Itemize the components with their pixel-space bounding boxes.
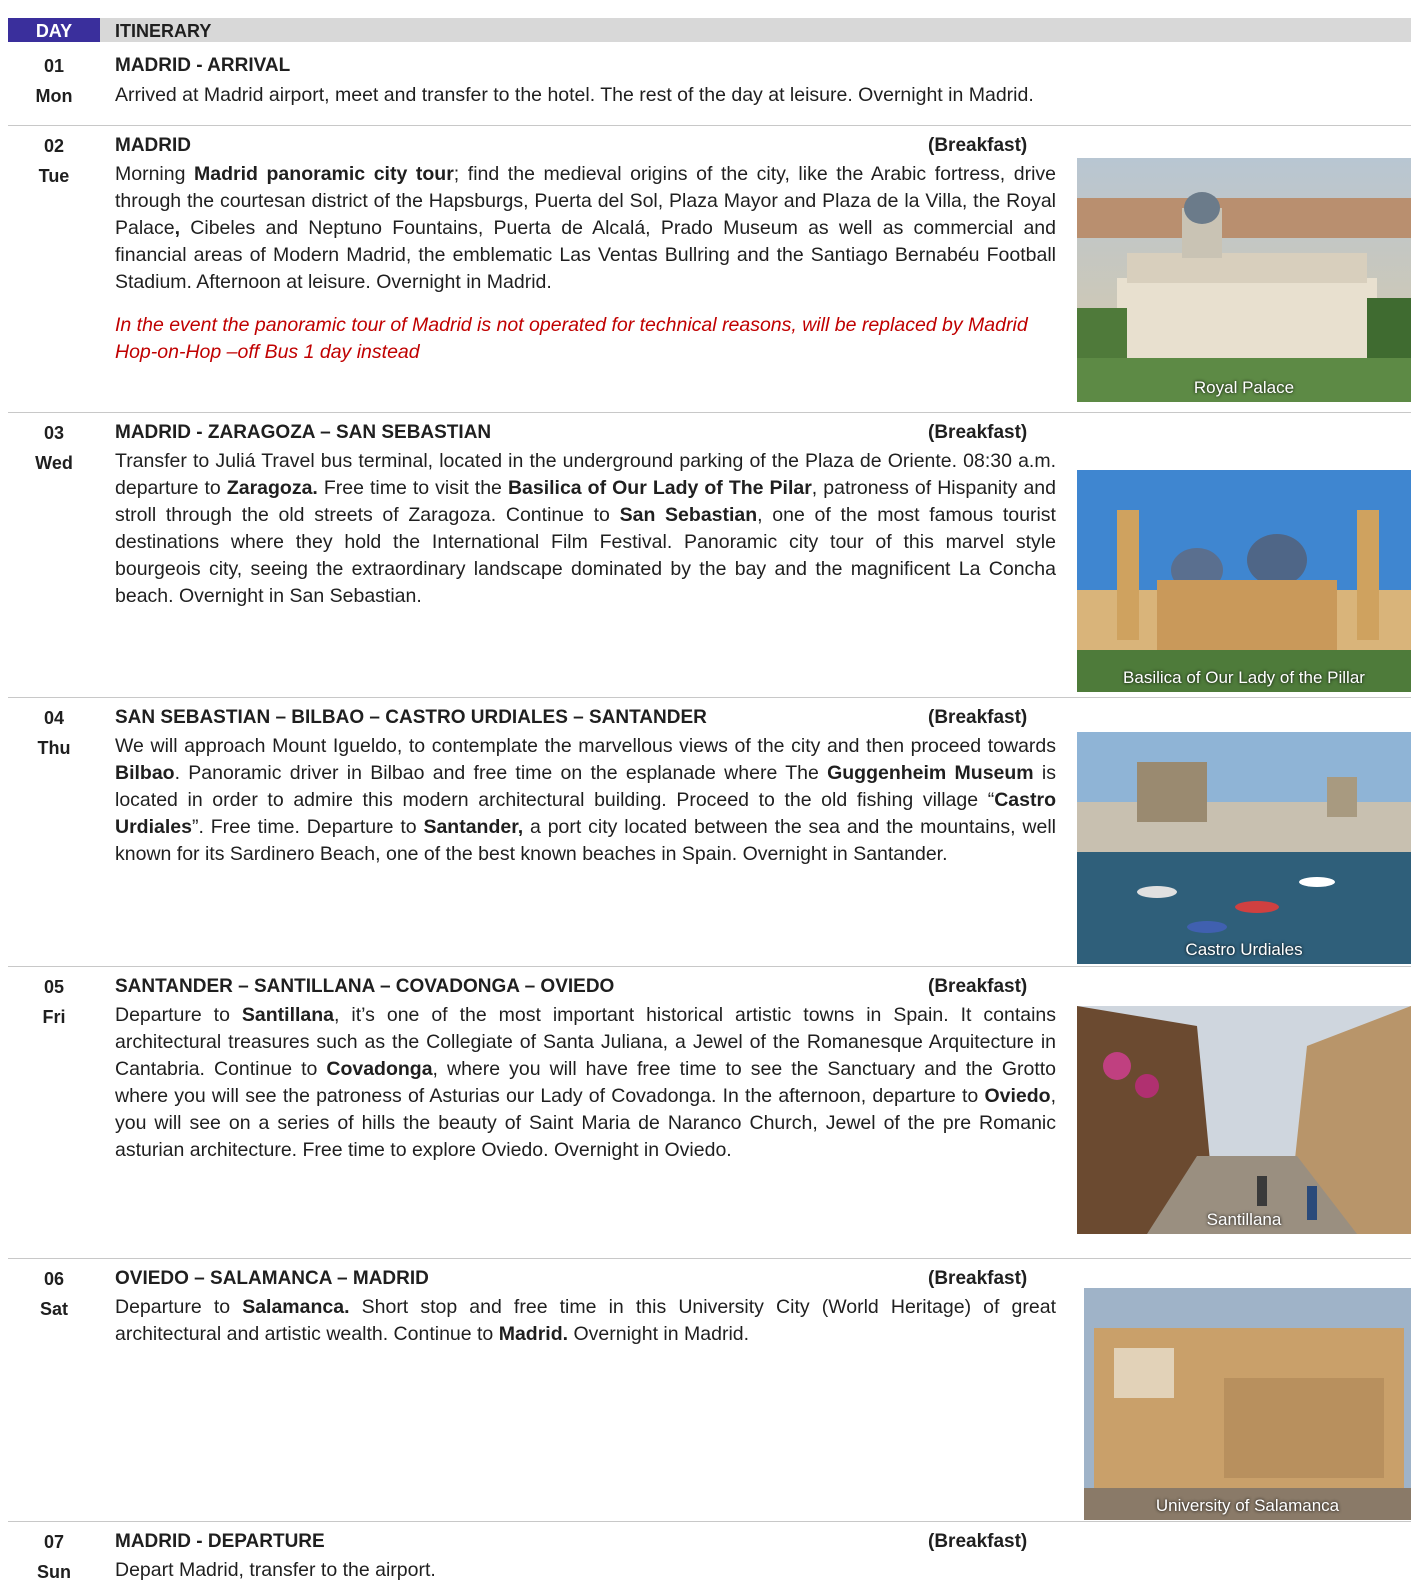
- day-weekday: Mon: [35, 86, 73, 106]
- day-number: 04: [43, 708, 65, 728]
- day-description: Departure to Salamanca. Short stop and free time in this University City (World Heritage) of great architectural and artistic wealth. Continue to Madrid. Overnight in Madrid.: [115, 1296, 1056, 1345]
- section-divider: [8, 125, 1411, 126]
- day-column-header: DAY: [8, 18, 100, 42]
- day-description: Arrived at Madrid airport, meet and transfer to the hotel. The rest of the day at leisure. Overnight in Madrid.: [115, 84, 1034, 106]
- basilica-photo: [1077, 470, 1411, 692]
- section-divider: [8, 966, 1411, 967]
- day-number-block: [0, 134, 108, 188]
- meal-label: (Breakfast): [928, 976, 1028, 997]
- day-02-section: [0, 125, 1411, 410]
- photo-caption: Castro Urdiales: [1185, 940, 1303, 959]
- day-weekday: Tue: [38, 166, 70, 186]
- day-number-block: [0, 421, 108, 475]
- day-description: Morning Madrid panoramic city tour; find the medieval origins of the city, like the Arabic fortress, drive through the courtesan district of the Hapsburgs, Puerta del Sol, Plaza Mayor and Plaza de la Villa, the Royal Palace, Cibeles and Neptuno Fountains, Puerta de Alcalá, Prado Museum as well as commercial and financial areas of Modern Madrid, the emblematic Las Ventas Bullring and the Santiago Bernabéu Football Stadium. Afternoon at leisure. Overnight in Madrid. In the event the panoramic tour of Madrid is not operated for technical reasons, will be replaced by Madrid Hop-on-Hop –off Bus 1 day instead: [115, 161, 1056, 366]
- photo-caption: Santillana: [1206, 1210, 1282, 1229]
- day-number-block: [0, 706, 108, 760]
- day-number: 03: [43, 423, 65, 443]
- photo-caption: Basilica of Our Lady of the Pillar: [1123, 668, 1365, 687]
- day-title: SANTANDER – SANTILLANA – COVADONGA – OVIEDO: [115, 976, 615, 997]
- meal-label: (Breakfast): [928, 1531, 1028, 1552]
- university-salamanca-photo: [1084, 1288, 1411, 1520]
- day-title: MADRID - DEPARTURE: [115, 1531, 325, 1552]
- itinerary-column-header: ITINERARY: [100, 18, 1411, 42]
- tour-replacement-note: In the event the panoramic tour of Madrid is not operated for technical reasons, will be replaced by Madrid Hop-on-Hop –off Bus 1 day instead: [115, 314, 1028, 363]
- day-title: MADRID - ZARAGOZA – SAN SEBASTIAN: [115, 422, 492, 443]
- meal-label: (Breakfast): [928, 1268, 1028, 1289]
- section-divider: [8, 412, 1411, 413]
- santillana-photo: [1077, 1006, 1411, 1234]
- day-title: MADRID - ARRIVAL: [115, 55, 291, 76]
- day-number: 06: [43, 1269, 65, 1289]
- day-number-block: [0, 975, 108, 1029]
- photo-caption: Royal Palace: [1193, 378, 1295, 397]
- day-title: SAN SEBASTIAN – BILBAO – CASTRO URDIALES – SANTANDER: [115, 707, 707, 728]
- day-number: 01: [43, 56, 65, 76]
- day-01-section: [0, 51, 1411, 121]
- day-weekday: Wed: [35, 453, 73, 473]
- meal-label: (Breakfast): [928, 135, 1028, 156]
- day-05-section: [0, 966, 1411, 1256]
- day-06-section: [0, 1258, 1411, 1520]
- day-number-block: [0, 1267, 108, 1321]
- royal-palace-photo: [1077, 158, 1411, 402]
- day-description: Departure to Santillana, it’s one of the most important historical artistic towns in Spain. It contains architectural treasures such as the Collegiate of Santa Juliana, a Jewel of the Romanesque Arquitecture in Cantabria. Continue to Covadonga, where you will have free time to see the Sanctuary and the Grotto where you will see the patroness of Asturias our Lady of Covadonga. In the afternoon, departure to Oviedo, you will see on a series of hills the beauty of Saint Maria de Naranco Church, Jewel of the pre Romanic asturian architecture. Free time to explore Oviedo. Overnight in Oviedo.: [115, 1004, 1057, 1161]
- day-title: OVIEDO – SALAMANCA – MADRID: [115, 1268, 429, 1289]
- day-07-section: [0, 1521, 1411, 1582]
- day-description: We will approach Mount Igueldo, to contemplate the marvellous views of the city and then proceed towards Bilbao. Panoramic driver in Bilbao and free time on the esplanade where The Guggenheim Museum is located in order to admire this modern architectural building. Proceed to the old fishing village “Castro Urdiales”. Free time. Departure to Santander, a port city located between the sea and the mountains, well known for its Sardinero Beach, one of the best known beaches in Spain. Overnight in Santander.: [115, 735, 1056, 865]
- day-number-block: [0, 1530, 108, 1584]
- day-number: 07: [43, 1532, 65, 1552]
- section-divider: [8, 1521, 1411, 1522]
- day-number: 02: [43, 136, 65, 156]
- day-weekday: Sat: [39, 1299, 68, 1319]
- day-weekday: Sun: [37, 1562, 71, 1582]
- day-number: 05: [43, 977, 65, 997]
- day-number-block: [0, 54, 108, 108]
- section-divider: [8, 1258, 1411, 1259]
- day-weekday: Fri: [42, 1007, 66, 1027]
- photo-caption: University of Salamanca: [1155, 1496, 1340, 1515]
- day-weekday: Thu: [37, 738, 71, 758]
- day-title: MADRID: [115, 135, 191, 156]
- meal-label: (Breakfast): [928, 422, 1028, 443]
- day-03-section: [0, 412, 1411, 695]
- day-description: Depart Madrid, transfer to the airport.: [115, 1559, 436, 1581]
- day-04-section: [0, 697, 1411, 965]
- castro-urdiales-photo: [1077, 732, 1411, 964]
- section-divider: [8, 697, 1411, 698]
- meal-label: (Breakfast): [928, 707, 1028, 728]
- day-description: Transfer to Juliá Travel bus terminal, located in the underground parking of the Plaza de Oriente. 08:30 a.m. departure to Zaragoza. Free time to visit the Basilica of Our Lady of The Pilar, patroness of Hispanity and stroll through the old streets of Zaragoza. Continue to San Sebastian, one of the most famous tourist destinations where they hold the International Film Festival. Panoramic city tour of this marvel style bourgeois city, seeing the extraordinary landscape dominated by the bay and the magnificent La Concha beach. Overnight in San Sebastian.: [115, 450, 1056, 607]
